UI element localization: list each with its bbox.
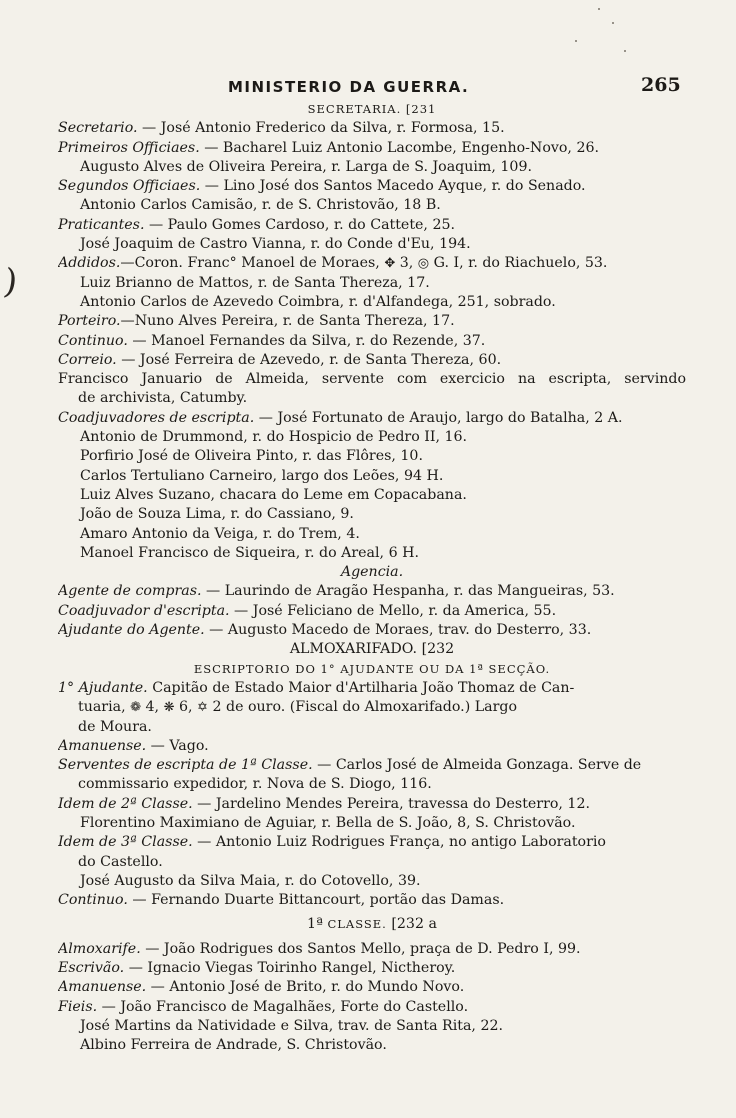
entry-line: do Castello. — [78, 853, 163, 870]
entry-line: Albino Ferreira de Andrade, S. Christovão. — [80, 1037, 387, 1054]
entry-line: Almoxarife. — João Rodrigues dos Santos Mello, praça de D. Pedro I, 99. — [58, 940, 581, 957]
entry-line: Luiz Alves Suzano, chacara do Leme em Copacabana. — [80, 486, 467, 503]
entry-line: Coadjuvador d'escripta. — José Feliciano de Mello, r. da America, 55. — [58, 602, 557, 619]
order-six-point-star-icon: ✡ — [197, 700, 208, 716]
page-header — [0, 74, 736, 102]
margin-ink-mark: ) — [1, 261, 20, 303]
entry-line: Agente de compras. — Laurindo de Aragão Hespanha, r. das Mangueiras, 53. — [58, 583, 615, 600]
paper-speck — [575, 40, 577, 42]
entry-line: Amanuense. — Vago. — [58, 737, 209, 754]
entry-line: 1° Ajudante. Capitão de Estado Maior d'Artilharia João Thomaz de Can- — [58, 679, 575, 696]
order-star-badge-icon: ❋ — [163, 700, 175, 716]
section-heading-secretaria: SECRETARIA. [231 — [307, 102, 437, 116]
entry-line: Continuo. — Manoel Fernandes da Silva, r. do Rezende, 37. — [58, 332, 486, 349]
entry-line: tuaria, ❁ 4, ❋ 6, ✡ 2 de ouro. (Fiscal do Almoxarifado.) Largo — [78, 699, 518, 716]
section-heading-almoxarifado: ALMOXARIFADO. [232 — [289, 641, 455, 658]
entry-line: de Moura. — [78, 718, 152, 735]
entry-line: Carlos Tertuliano Carneiro, largo dos Leões, 94 H. — [80, 467, 444, 484]
entry-line: Ajudante do Agente. — Augusto Macedo de Moraes, trav. do Desterro, 33. — [58, 622, 592, 639]
section-heading-primeira-classe: 1ª CLASSE. [232 a — [307, 916, 437, 933]
entry-line: Luiz Brianno de Mattos, r. de Santa Thereza, 17. — [80, 274, 430, 291]
entry-line: Antonio de Drummond, r. do Hospicio de Pedro II, 16. — [80, 429, 468, 446]
entry-line: Primeiros Officiaes. — Bacharel Luiz Antonio Lacombe, Engenho-Novo, 26. — [58, 139, 600, 156]
entry-line: de archivista, Catumby. — [78, 390, 248, 407]
entry-line: Idem de 2ª Classe. — Jardelino Mendes Pereira, travessa do Desterro, 12. — [58, 795, 590, 812]
entry-line: Florentino Maximiano de Aguiar, r. Bella de S. João, 8, S. Christovão. — [80, 814, 576, 831]
page-number: 265 — [641, 74, 681, 96]
entry-line: Augusto Alves de Oliveira Pereira, r. Larga de S. Joaquim, 109. — [80, 158, 532, 175]
subsection-heading-agencia: Agencia. — [340, 564, 404, 581]
entry-line: Antonio Carlos Camisão, r. de S. Christovão, 18 B. — [80, 197, 441, 214]
entry-line: commissario expedidor, r. Nova de S. Diogo, 116. — [78, 776, 432, 793]
entry-line: Fieis. — João Francisco de Magalhães, Forte do Castello. — [58, 998, 469, 1015]
entry-line: Antonio Carlos de Azevedo Coimbra, r. d'Alfandega, 251, sobrado. — [80, 293, 556, 310]
entry-line: Addidos.—Coron. Franc° Manoel de Moraes, ✥ 3, ◎ G. I, r. do Riachuelo, 53. — [58, 255, 608, 272]
running-title: MINISTERIO DA GUERRA. — [228, 78, 470, 96]
entry-line: Idem de 3ª Classe. — Antonio Luiz Rodrigues França, no antigo Laboratorio — [58, 834, 606, 851]
entry-line: Praticantes. — Paulo Gomes Cardoso, r. do Cattete, 25. — [58, 216, 456, 233]
entry-line: Serventes de escripta de 1ª Classe. — Carlos José de Almeida Gonzaga. Serve de — [58, 757, 642, 774]
entry-line: José Joaquim de Castro Vianna, r. do Conde d'Eu, 194. — [80, 236, 471, 253]
entry-line: Porfirio José de Oliveira Pinto, r. das Flôres, 10. — [80, 448, 423, 465]
directory-listing — [58, 100, 686, 1056]
entry-line: Secretario. — José Antonio Frederico da Silva, r. Formosa, 15. — [58, 120, 505, 137]
order-rose-icon: ❁ — [130, 700, 142, 716]
entry-line: João de Souza Lima, r. do Cassiano, 9. — [80, 506, 354, 523]
entry-line: Escrivão. — Ignacio Viegas Toirinho Rangel, Nictheroy. — [58, 960, 456, 977]
paper-speck — [612, 22, 614, 24]
entry-line: Coadjuvadores de escripta. — José Fortunato de Araujo, largo do Batalha, 2 A. — [58, 409, 623, 426]
entry-line: Porteiro.—Nuno Alves Pereira, r. de Santa Thereza, 17. — [58, 313, 455, 330]
entry-line: José Augusto da Silva Maia, r. do Cotovello, 39. — [80, 872, 421, 889]
order-medal-icon: ◎ — [417, 256, 430, 272]
entry-line: Segundos Officiaes. — Lino José dos Santos Macedo Ayque, r. do Senado. — [58, 178, 586, 195]
order-cross-icon: ✥ — [384, 256, 396, 272]
entry-line: Francisco Januario de Almeida, servente com exercicio na escripta, servindo — [58, 371, 686, 388]
entry-line: José Martins da Natividade e Silva, trav. de Santa Rita, 22. — [80, 1017, 504, 1034]
entry-line: Manoel Francisco de Siqueira, r. do Areal, 6 H. — [80, 544, 419, 561]
paper-speck — [598, 8, 600, 10]
paper-speck — [624, 50, 626, 52]
entry-line: Continuo. — Fernando Duarte Bittancourt, portão das Damas. — [58, 892, 505, 909]
entry-line: Amaro Antonio da Veiga, r. do Trem, 4. — [80, 525, 360, 542]
subsection-heading-escriptorio: ESCRIPTORIO DO 1° AJUDANTE OU DA 1ª SECÇÃO. — [193, 661, 551, 676]
entry-line: Amanuense. — Antonio José de Brito, r. do Mundo Novo. — [58, 979, 465, 996]
entry-line: Correio. — José Ferreira de Azevedo, r. de Santa Thereza, 60. — [58, 351, 502, 368]
